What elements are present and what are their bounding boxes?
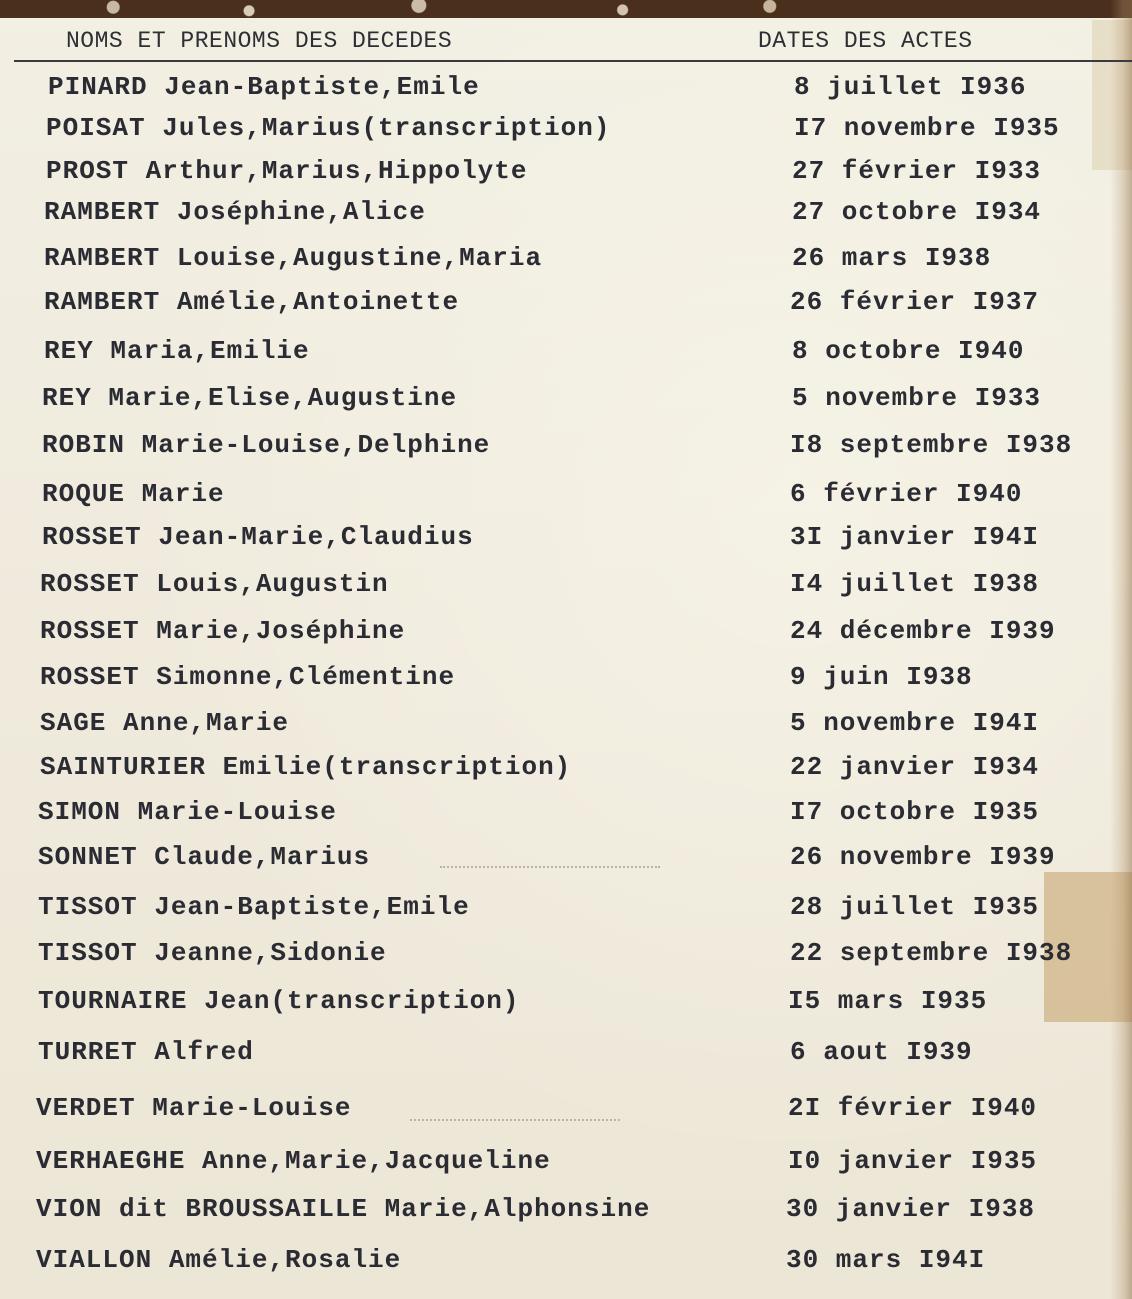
register-row [0,752,1132,792]
register-row [0,1245,1132,1285]
register-row [0,243,1132,283]
register-row [0,892,1132,932]
register-row [0,336,1132,376]
deceased-name: REY Maria,Emilie [44,336,310,366]
dates-column-heading: DATES DES ACTES [758,28,973,54]
deceased-name: ROBIN Marie-Louise,Delphine [42,430,491,460]
act-date: 6 aout I939 [790,1037,973,1067]
deceased-name: VERHAEGHE Anne,Marie,Jacqueline [36,1146,551,1176]
act-date: 30 mars I94I [786,1245,986,1275]
register-row [0,522,1132,562]
deceased-name: PINARD Jean-Baptiste,Emile [48,72,480,102]
deceased-name: TISSOT Jeanne,Sidonie [38,938,387,968]
deceased-name: SAINTURIER Emilie(transcription) [40,752,572,782]
act-date: 3I janvier I94I [790,522,1040,552]
register-row [0,156,1132,196]
register-row [0,197,1132,237]
deceased-name: POISAT Jules,Marius(transcription) [46,113,611,143]
register-row [0,938,1132,978]
act-date: I7 novembre I935 [794,113,1060,143]
act-date: I0 janvier I935 [788,1146,1038,1176]
register-row [0,113,1132,153]
act-date: I8 septembre I938 [790,430,1073,460]
register-row [0,383,1132,423]
dotted-leader [410,1119,620,1121]
deceased-name: SAGE Anne,Marie [40,708,290,738]
register-row [0,662,1132,702]
deceased-name: RAMBERT Joséphine,Alice [44,197,426,227]
deceased-name: VION dit BROUSSAILLE Marie,Alphonsine [36,1194,651,1224]
register-row [0,616,1132,656]
register-row [0,797,1132,837]
dotted-leader [440,866,660,868]
register-row [0,479,1132,519]
act-date: I5 mars I935 [788,986,988,1016]
act-date: 27 février I933 [792,156,1042,186]
act-date: 24 décembre I939 [790,616,1056,646]
register-row [0,986,1132,1026]
act-date: 2I février I940 [788,1093,1038,1123]
deceased-name: SIMON Marie-Louise [38,797,337,827]
register-row [0,287,1132,327]
deceased-name: TISSOT Jean-Baptiste,Emile [38,892,470,922]
deceased-name: PROST Arthur,Marius,Hippolyte [46,156,528,186]
act-date: 22 janvier I934 [790,752,1040,782]
act-date: 26 novembre I939 [790,842,1056,872]
register-row [0,1093,1132,1133]
act-date: 5 novembre I94I [790,708,1040,738]
register-row [0,569,1132,609]
register-row [0,72,1132,112]
register-row [0,1146,1132,1186]
deceased-name: VIALLON Amélie,Rosalie [36,1245,402,1275]
act-date: 27 octobre I934 [792,197,1042,227]
act-date: I4 juillet I938 [790,569,1040,599]
deceased-name: TOURNAIRE Jean(transcription) [38,986,520,1016]
act-date: 5 novembre I933 [792,383,1042,413]
act-date: 8 juillet I936 [794,72,1027,102]
register-row [0,1194,1132,1234]
deceased-name: ROSSET Marie,Joséphine [40,616,406,646]
register-row [0,430,1132,470]
deceased-name: ROSSET Jean-Marie,Claudius [42,522,474,552]
deceased-name: ROQUE Marie [42,479,225,509]
act-date: 30 janvier I938 [786,1194,1036,1224]
deceased-name: ROSSET Simonne,Clémentine [40,662,456,692]
deceased-name: ROSSET Louis,Augustin [40,569,389,599]
act-date: 26 février I937 [790,287,1040,317]
register-row [0,842,1132,882]
deceased-name: RAMBERT Louise,Augustine,Maria [44,243,543,273]
act-date: 6 février I940 [790,479,1023,509]
deceased-name: RAMBERT Amélie,Antoinette [44,287,460,317]
act-date: 9 juin I938 [790,662,973,692]
register-row [0,708,1132,748]
act-date: 8 octobre I940 [792,336,1025,366]
act-date: I7 octobre I935 [790,797,1040,827]
act-date: 22 septembre I938 [790,938,1073,968]
register-row [0,1037,1132,1077]
deceased-name: REY Marie,Elise,Augustine [42,383,458,413]
deceased-name: VERDET Marie-Louise [36,1093,352,1123]
act-date: 26 mars I938 [792,243,992,273]
deceased-name: TURRET Alfred [38,1037,254,1067]
deceased-name: SONNET Claude,Marius [38,842,371,872]
names-column-heading: NOMS ET PRENOMS DES DECEDES [66,28,453,54]
act-date: 28 juillet I935 [790,892,1040,922]
